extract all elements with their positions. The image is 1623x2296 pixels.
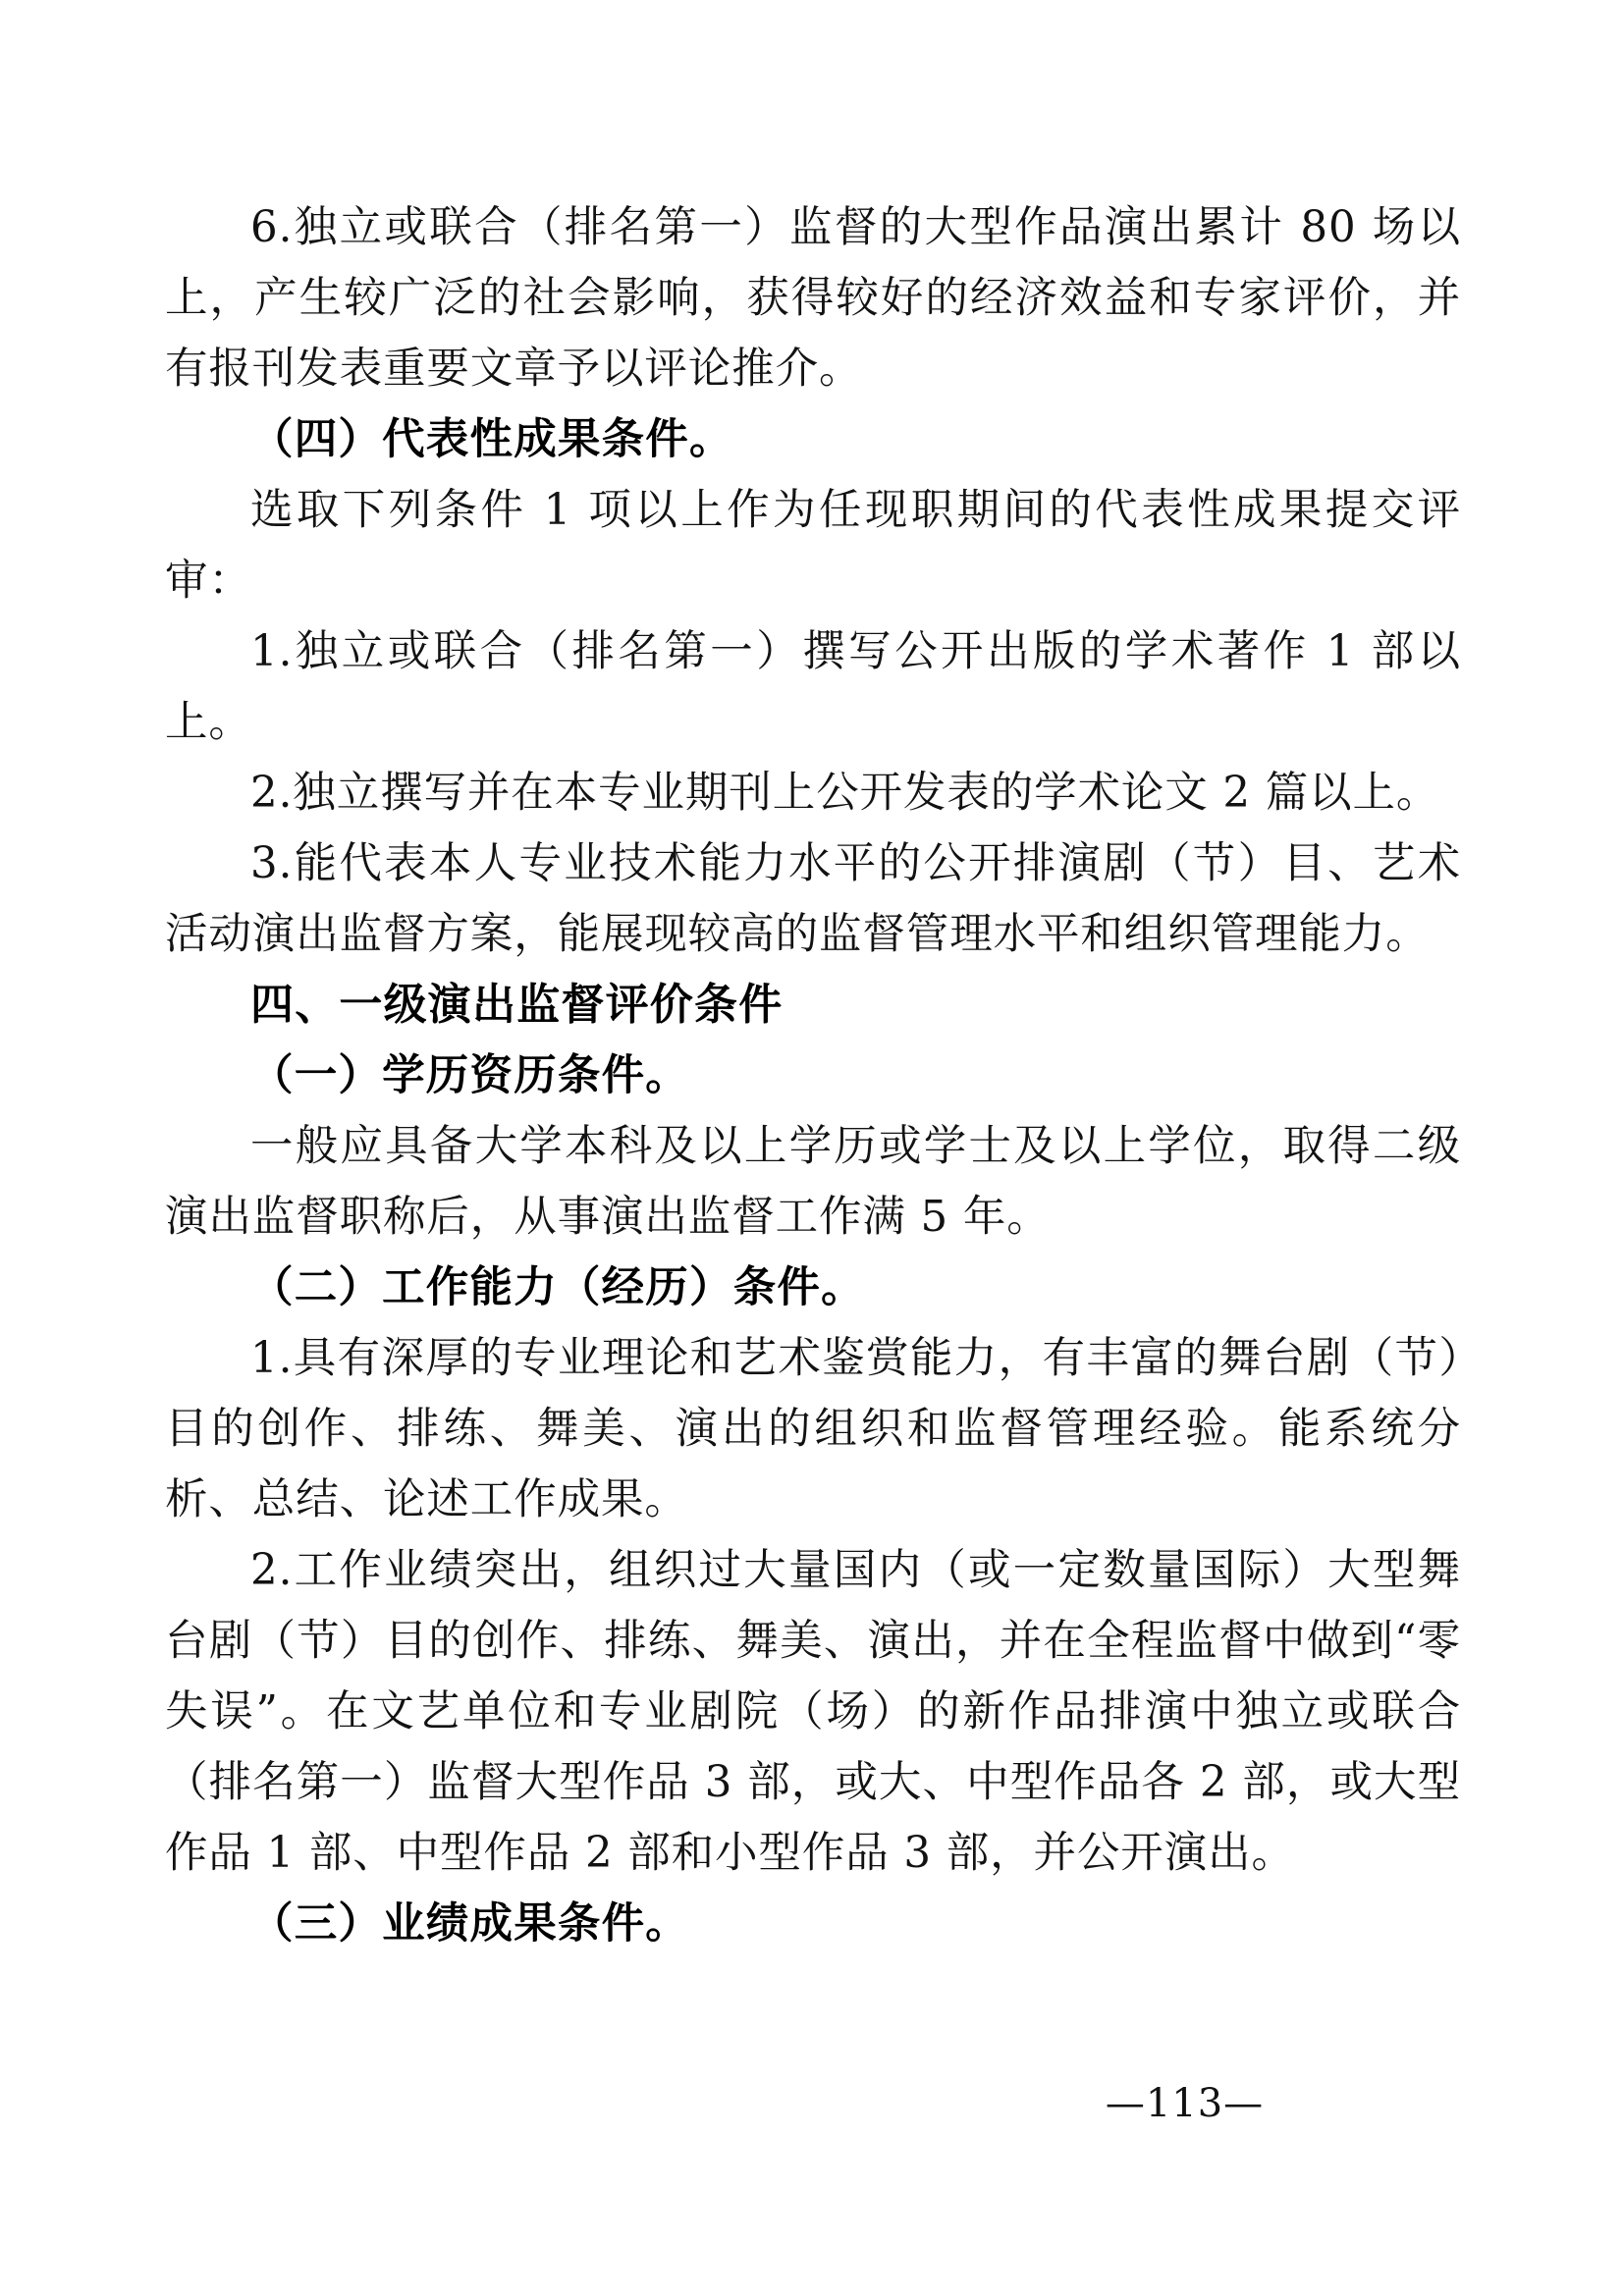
representative-item-3: 3.能代表本人专业技术能力水平的公开排演剧（节）目、艺术活动演出监督方案，能展现较高的监督管理水平和组织管理能力。 bbox=[165, 839, 1461, 959]
page-footer bbox=[0, 2081, 1623, 2126]
work-ability-item-2: 2.工作业绩突出，组织过大量国内（或一定数量国际）大型舞台剧（节）目的创作、排练、舞美、演出，并在全程监督中做到“零失误”。在文艺单位和专业剧院（场）的新作品排演中独立或联合（排名第一）监督大型作品 3 部，或大、中型作品各 2 部，或大型作品 1 部、中型作品 2 部和小型作品 3 部，并公开演出。 bbox=[165, 1546, 1461, 1878]
heading-one-education-qualification: （一）学历资历条件。 bbox=[250, 1050, 689, 1100]
education-qualification-paragraph: 一般应具备大学本科及以上学历或学士及以上学位，取得二级演出监督职称后，从事演出监督工作满 5 年。 bbox=[165, 1122, 1461, 1242]
work-ability-item-1: 1.具有深厚的专业理论和艺术鉴赏能力，有丰富的舞台剧（节）目的创作、排练、舞美、演出的组织和监督管理经验。能系统分析、总结、论述工作成果。 bbox=[165, 1334, 1461, 1524]
heading-three-performance-results: （三）业绩成果条件。 bbox=[250, 1898, 689, 1949]
heading-four-representative-achievements: （四）代表性成果条件。 bbox=[250, 414, 733, 464]
representative-achievements-intro: 选取下列条件 1 项以上作为任现职期间的代表性成果提交评审： bbox=[165, 486, 1461, 606]
section-four-title: 四、一级演出监督评价条件 bbox=[250, 980, 784, 1030]
page-number: —113— bbox=[1105, 2081, 1265, 2126]
heading-two-work-ability: （二）工作能力（经历）条件。 bbox=[250, 1262, 865, 1312]
item-6-paragraph: 6.独立或联合（排名第一）监督的大型作品演出累计 80 场以上，产生较广泛的社会影响，获得较好的经济效益和专家评价，并有报刊发表重要文章予以评论推介。 bbox=[165, 203, 1461, 394]
representative-item-2: 2.独立撰写并在本专业期刊上公开发表的学术论文 2 篇以上。 bbox=[250, 769, 1440, 818]
representative-item-1: 1.独立或联合（排名第一）撰写公开出版的学术著作 1 部以上。 bbox=[165, 627, 1461, 747]
page-content bbox=[165, 192, 1461, 1959]
